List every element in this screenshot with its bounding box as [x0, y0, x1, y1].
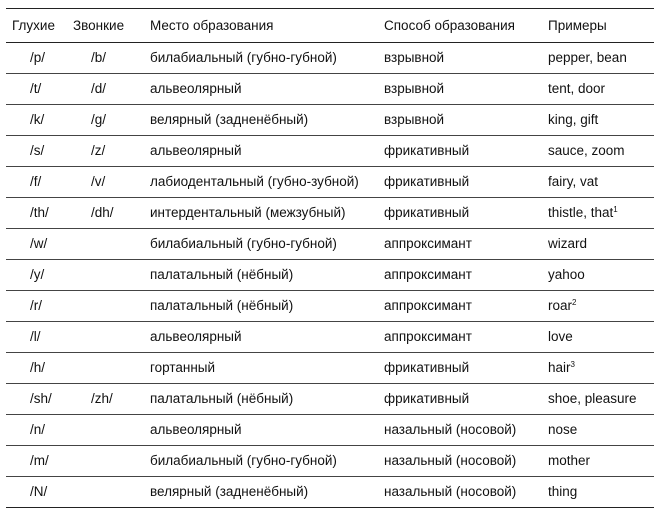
cell-voiceless-text: /p/ [30, 50, 46, 65]
cell-voiceless [6, 384, 71, 415]
cell-place [146, 260, 378, 291]
cell-place-text: лабиодентальный (губно-зубной) [150, 174, 359, 189]
cell-examples [542, 477, 654, 508]
cell-examples-text: love [548, 329, 573, 344]
cell-voiced-text: /zh/ [91, 391, 113, 406]
footnote-marker: 1 [613, 205, 618, 214]
cell-voiced [71, 384, 146, 415]
cell-voiceless-text: /k/ [30, 112, 45, 127]
cell-voiced [71, 43, 146, 74]
table-row [6, 105, 654, 136]
cell-voiceless [6, 322, 71, 353]
table-row [6, 291, 654, 322]
cell-examples [542, 260, 654, 291]
cell-voiceless [6, 260, 71, 291]
cell-examples-text: sauce, zoom [548, 143, 625, 158]
cell-place-text: палатальный (нёбный) [150, 298, 294, 313]
cell-examples-text: thing [548, 484, 578, 499]
cell-voiced [71, 477, 146, 508]
table-row [6, 229, 654, 260]
cell-manner-text: назальный (носовой) [384, 422, 517, 437]
cell-place [146, 105, 378, 136]
cell-manner [378, 446, 542, 477]
cell-examples [542, 415, 654, 446]
cell-voiced [71, 229, 146, 260]
cell-voiceless-text: /n/ [30, 422, 46, 437]
cell-voiceless [6, 415, 71, 446]
cell-place [146, 322, 378, 353]
cell-voiced [71, 105, 146, 136]
cell-voiceless-text: /h/ [30, 360, 46, 375]
cell-voiceless [6, 43, 71, 74]
cell-place [146, 291, 378, 322]
footnote-marker: 2 [572, 298, 577, 307]
table-row [6, 353, 654, 384]
cell-manner-text: аппроксимант [384, 267, 472, 282]
cell-manner [378, 477, 542, 508]
cell-place [146, 74, 378, 105]
cell-voiceless-text: /t/ [30, 81, 42, 96]
cell-place-text: палатальный (нёбный) [150, 267, 294, 282]
cell-manner [378, 384, 542, 415]
table-row [6, 446, 654, 477]
cell-manner [378, 198, 542, 229]
cell-place-text: альвеолярный [150, 81, 242, 96]
cell-voiceless-text: /w/ [30, 236, 48, 251]
cell-examples-text: nose [548, 422, 578, 437]
cell-voiceless [6, 229, 71, 260]
cell-voiceless [6, 446, 71, 477]
cell-place [146, 167, 378, 198]
cell-manner [378, 167, 542, 198]
cell-voiceless-text: /m/ [30, 453, 49, 468]
cell-examples-text: thistle, that [548, 205, 614, 220]
table-row [6, 136, 654, 167]
cell-examples-text: pepper, bean [548, 50, 627, 65]
header-examples: Примеры [548, 18, 607, 33]
cell-examples-text: king, gift [548, 112, 599, 127]
cell-place-text: гортанный [150, 360, 216, 375]
table-row [6, 167, 654, 198]
cell-examples [542, 167, 654, 198]
cell-place [146, 353, 378, 384]
table-row [6, 477, 654, 508]
cell-examples [542, 446, 654, 477]
cell-voiced-text: /d/ [91, 81, 107, 96]
cell-voiced [71, 322, 146, 353]
cell-voiceless-text: /f/ [30, 174, 42, 189]
header-manner: Способ образования [384, 18, 515, 33]
cell-examples [542, 105, 654, 136]
cell-manner [378, 353, 542, 384]
cell-examples-text: mother [548, 453, 591, 468]
cell-examples [542, 353, 654, 384]
cell-voiceless [6, 477, 71, 508]
cell-voiced [71, 260, 146, 291]
header-place: Место образования [150, 18, 274, 33]
cell-voiced-text: /z/ [91, 143, 106, 158]
cell-place-text: альвеолярный [150, 422, 242, 437]
cell-manner-text: фрикативный [384, 360, 470, 375]
cell-voiceless [6, 198, 71, 229]
cell-examples-text: yahoo [548, 267, 585, 282]
cell-voiced [71, 415, 146, 446]
cell-place-text: билабиальный (губно-губной) [150, 236, 337, 251]
table-row [6, 384, 654, 415]
footnote-marker: 3 [570, 360, 575, 369]
cell-voiceless [6, 353, 71, 384]
cell-place-text: билабиальный (губно-губной) [150, 50, 337, 65]
cell-examples [542, 322, 654, 353]
table-row [6, 415, 654, 446]
cell-place [146, 446, 378, 477]
cell-manner-text: назальный (носовой) [384, 453, 517, 468]
cell-voiced [71, 167, 146, 198]
cell-voiced-text: /g/ [91, 112, 107, 127]
table-body [6, 43, 654, 508]
cell-place-text: билабиальный (губно-губной) [150, 453, 337, 468]
cell-place-text: интердентальный (межзубный) [150, 205, 346, 220]
cell-place [146, 477, 378, 508]
cell-manner-text: аппроксимант [384, 236, 472, 251]
cell-voiced-text: /v/ [91, 174, 106, 189]
cell-examples-text: wizard [548, 236, 588, 251]
header-voiced: Звонкие [73, 18, 125, 33]
cell-voiced [71, 74, 146, 105]
cell-manner [378, 105, 542, 136]
cell-manner-text: взрывной [384, 50, 445, 65]
cell-place-text: альвеолярный [150, 143, 242, 158]
cell-manner-text: взрывной [384, 81, 445, 96]
cell-place [146, 198, 378, 229]
cell-manner [378, 291, 542, 322]
cell-voiceless [6, 74, 71, 105]
cell-voiced-text: /b/ [91, 50, 107, 65]
table-row [6, 322, 654, 353]
cell-voiceless-text: /r/ [30, 298, 42, 313]
cell-voiced [71, 291, 146, 322]
cell-manner-text: фрикативный [384, 174, 470, 189]
table-row [6, 260, 654, 291]
cell-examples [542, 74, 654, 105]
cell-manner [378, 229, 542, 260]
cell-voiceless [6, 167, 71, 198]
cell-voiceless [6, 291, 71, 322]
cell-manner-text: взрывной [384, 112, 445, 127]
table-header [6, 9, 654, 43]
cell-manner [378, 43, 542, 74]
cell-examples [542, 43, 654, 74]
cell-manner [378, 322, 542, 353]
cell-place [146, 384, 378, 415]
cell-voiced [71, 198, 146, 229]
cell-manner [378, 136, 542, 167]
cell-place-text: палатальный (нёбный) [150, 391, 294, 406]
header-voiceless: Глухие [12, 18, 55, 33]
cell-place [146, 415, 378, 446]
cell-voiceless-text: /y/ [30, 267, 45, 282]
cell-voiceless-text: /s/ [30, 143, 45, 158]
cell-place [146, 136, 378, 167]
cell-voiced [71, 446, 146, 477]
cell-examples [542, 229, 654, 260]
cell-voiced [71, 136, 146, 167]
cell-manner-text: фрикативный [384, 143, 470, 158]
header-row [6, 9, 654, 43]
cell-place-text: велярный (задненёбный) [150, 484, 309, 499]
cell-examples-text: roar [548, 298, 573, 313]
cell-manner-text: аппроксимант [384, 298, 472, 313]
cell-examples [542, 291, 654, 322]
cell-manner [378, 260, 542, 291]
cell-place-text: велярный (задненёбный) [150, 112, 309, 127]
cell-examples-text: shoe, pleasure [548, 391, 637, 406]
cell-manner-text: фрикативный [384, 205, 470, 220]
cell-place [146, 229, 378, 260]
cell-manner-text: аппроксимант [384, 329, 472, 344]
cell-place [146, 43, 378, 74]
table-row [6, 43, 654, 74]
cell-voiceless-text: /N/ [30, 484, 48, 499]
cell-examples-text: tent, door [548, 81, 606, 96]
cell-examples [542, 136, 654, 167]
consonants-table [6, 8, 654, 508]
cell-voiced-text: /dh/ [91, 205, 114, 220]
cell-manner [378, 415, 542, 446]
table-row [6, 74, 654, 105]
cell-voiceless-text: /sh/ [30, 391, 52, 406]
cell-examples [542, 198, 654, 229]
table-row [6, 198, 654, 229]
cell-place-text: альвеолярный [150, 329, 242, 344]
cell-voiceless [6, 105, 71, 136]
cell-examples-text: hair [548, 360, 571, 375]
cell-examples-text: fairy, vat [548, 174, 599, 189]
cell-voiceless [6, 136, 71, 167]
cell-manner-text: назальный (носовой) [384, 484, 517, 499]
cell-manner [378, 74, 542, 105]
cell-voiceless-text: /l/ [30, 329, 41, 344]
cell-manner-text: фрикативный [384, 391, 470, 406]
cell-voiced [71, 353, 146, 384]
cell-voiceless-text: /th/ [30, 205, 49, 220]
cell-examples [542, 384, 654, 415]
